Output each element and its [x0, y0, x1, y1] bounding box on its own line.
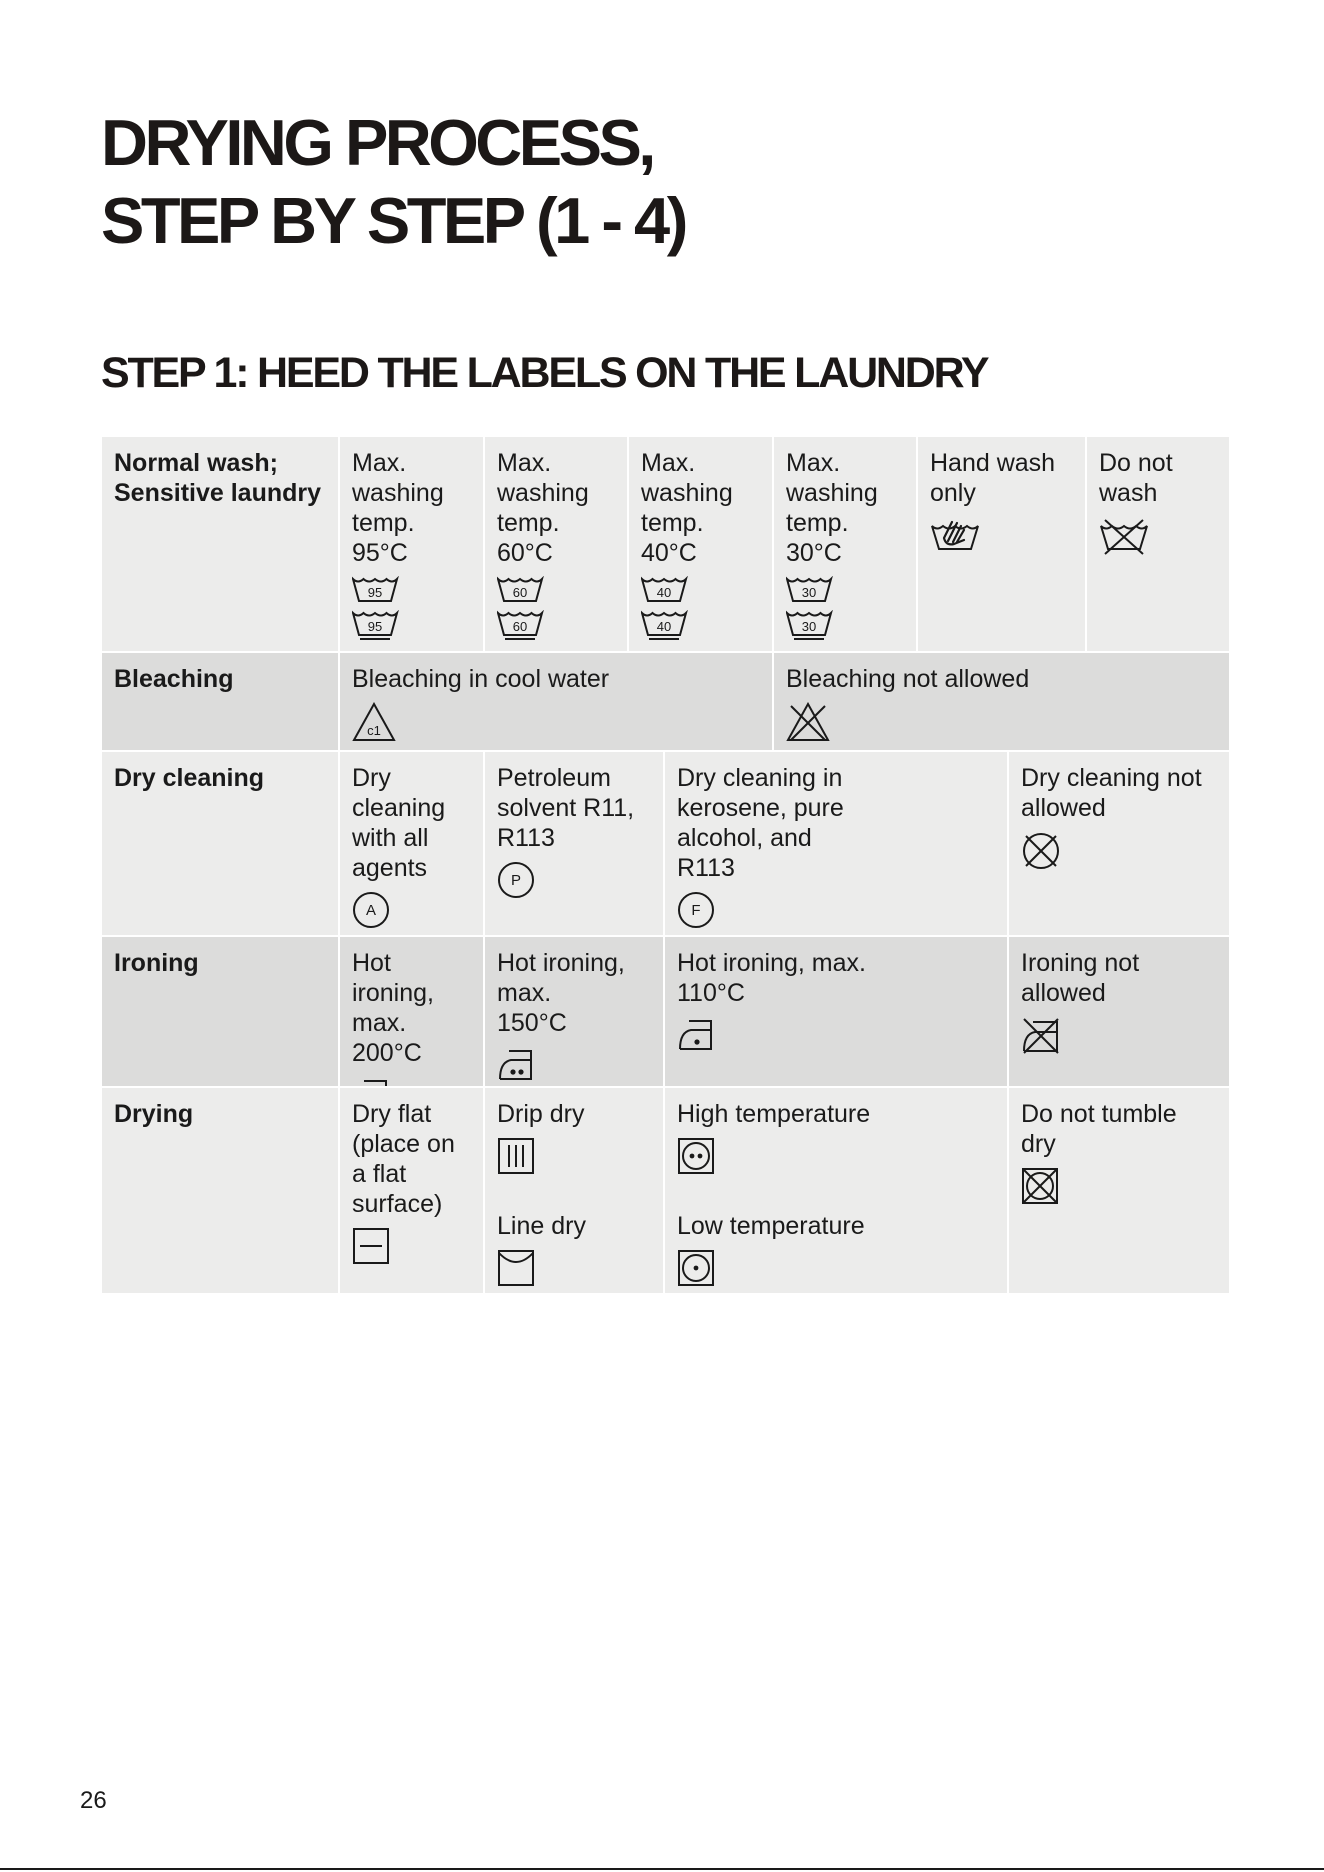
hand-wash-icon	[930, 516, 1073, 556]
cell-no-tumble-dry	[1009, 1088, 1229, 1293]
line-dry-label: Line dry	[497, 1212, 586, 1240]
no-iron-icon	[1021, 1016, 1217, 1054]
cell-dryclean-petroleum	[485, 752, 663, 935]
wash-40-label: Max. washing temp. 40°C	[641, 449, 733, 567]
svg-text:30: 30	[801, 585, 817, 600]
bottom-rule	[0, 1868, 1324, 1870]
no-tumble-dry-icon	[1021, 1167, 1217, 1205]
cell-dryclean-all	[340, 752, 483, 935]
no-bleach-icon	[786, 702, 1217, 742]
row-header-ironing	[102, 937, 338, 1086]
iron-not-label: Ironing not allowed	[1021, 949, 1140, 1007]
dryclean-kerosene-label: Dry cleaning in kerosene, pure alcohol, and R113	[677, 764, 844, 882]
dryclean-all-label: Dry cleaning with all agents	[352, 764, 446, 882]
dryclean-p-icon	[497, 861, 651, 899]
bleach-cool-label: Bleaching in cool water	[352, 665, 610, 693]
svg-text:40: 40	[656, 619, 672, 634]
wash-tub-30-icon	[786, 576, 904, 604]
bleach-triangle-icon	[352, 702, 760, 742]
title-line-1: DRYING PROCESS,	[101, 106, 653, 179]
wash-tub-95-gentle-icon	[352, 610, 471, 642]
iron-two-dots-icon	[497, 1046, 651, 1082]
drip-dry-icon	[497, 1137, 651, 1175]
hand-wash-label: Hand wash only	[930, 449, 1056, 507]
cell-wash-95	[340, 437, 483, 651]
tumble-dry-high-icon	[677, 1137, 995, 1175]
svg-text:F: F	[691, 902, 701, 919]
cell-dryclean-kerosene	[665, 752, 1007, 935]
bleaching-header-label: Bleaching	[114, 665, 234, 693]
section-heading: STEP 1: HEED THE LABELS ON THE LAUNDRY	[101, 349, 988, 397]
wash-tub-30-gentle-icon	[786, 610, 904, 642]
line-dry-icon	[497, 1249, 651, 1287]
row-header-wash	[102, 437, 338, 651]
wash-tub-95-icon	[352, 576, 471, 604]
cell-wash-40	[629, 437, 772, 651]
iron-150-label: Hot ironing, max. 150°C	[497, 949, 625, 1037]
cell-iron-150	[485, 937, 663, 1086]
row-header-bleaching	[102, 653, 338, 750]
svg-text:c1: c1	[367, 723, 381, 738]
high-temp-label: High temperature	[677, 1100, 871, 1128]
wash-tub-60-gentle-icon	[497, 610, 615, 642]
svg-text:60: 60	[512, 585, 528, 600]
no-tumble-label: Do not tumble dry	[1021, 1100, 1177, 1158]
iron-three-dots-icon	[352, 1076, 471, 1086]
cell-iron-200	[340, 937, 483, 1086]
svg-text:40: 40	[656, 585, 672, 600]
wash-tub-40-icon	[641, 576, 760, 604]
cell-drip-line-dry	[485, 1088, 663, 1293]
svg-text:95: 95	[367, 619, 383, 634]
iron-200-label: Hot ironing, max. 200°C	[352, 949, 434, 1067]
wash-header-label: Normal wash; Sensitive laundry	[114, 449, 322, 507]
svg-text:30: 30	[801, 619, 817, 634]
wash-95-label: Max. washing temp. 95°C	[352, 449, 444, 567]
wash-tub-40-gentle-icon	[641, 610, 760, 642]
cell-dryclean-not-allowed	[1009, 752, 1229, 935]
wash-tub-60-icon	[497, 576, 615, 604]
do-not-wash-label: Do not wash	[1099, 449, 1173, 507]
wash-30-label: Max. washing temp. 30°C	[786, 449, 878, 567]
svg-text:P: P	[510, 872, 522, 889]
tumble-dry-low-icon	[677, 1249, 995, 1287]
dry-flat-icon	[352, 1227, 471, 1265]
cell-dry-flat	[340, 1088, 483, 1293]
bleach-not-label: Bleaching not allowed	[786, 665, 1030, 693]
low-temp-label: Low temperature	[677, 1212, 865, 1240]
row-header-dry-cleaning	[102, 752, 338, 935]
cell-wash-30	[774, 437, 916, 651]
iron-110-label: Hot ironing, max. 110°C	[677, 949, 866, 1007]
iron-one-dot-icon	[677, 1016, 995, 1052]
svg-text:95: 95	[367, 585, 383, 600]
cell-tumble-dry	[665, 1088, 1007, 1293]
laundry-symbols-table	[102, 437, 1223, 1297]
cell-iron-110	[665, 937, 1007, 1086]
row-header-drying	[102, 1088, 338, 1293]
no-dryclean-icon	[1021, 831, 1217, 871]
svg-text:A: A	[365, 902, 377, 919]
dryclean-petroleum-label: Petroleum solvent R11, R113	[497, 764, 635, 852]
dryclean-a-icon	[352, 891, 471, 929]
dry-cleaning-header-label: Dry cleaning	[114, 764, 265, 792]
cell-hand-wash	[918, 437, 1085, 651]
cell-wash-60	[485, 437, 627, 651]
svg-text:60: 60	[512, 619, 528, 634]
cell-do-not-wash	[1087, 437, 1229, 651]
wash-60-label: Max. washing temp. 60°C	[497, 449, 589, 567]
cell-bleach-cool	[340, 653, 772, 750]
page-number: 26	[80, 1787, 107, 1814]
page-title	[101, 104, 685, 260]
dryclean-not-label: Dry cleaning not allowed	[1021, 764, 1202, 822]
cell-iron-not-allowed	[1009, 937, 1229, 1086]
drying-header-label: Drying	[114, 1100, 194, 1128]
dry-flat-label: Dry flat (place on a flat surface)	[352, 1100, 455, 1218]
do-not-wash-icon	[1099, 516, 1217, 556]
ironing-header-label: Ironing	[114, 949, 199, 977]
cell-bleach-not-allowed	[774, 653, 1229, 750]
dryclean-f-icon	[677, 891, 995, 929]
title-line-2: STEP BY STEP (1 - 4)	[101, 184, 685, 257]
drip-dry-label: Drip dry	[497, 1100, 585, 1128]
